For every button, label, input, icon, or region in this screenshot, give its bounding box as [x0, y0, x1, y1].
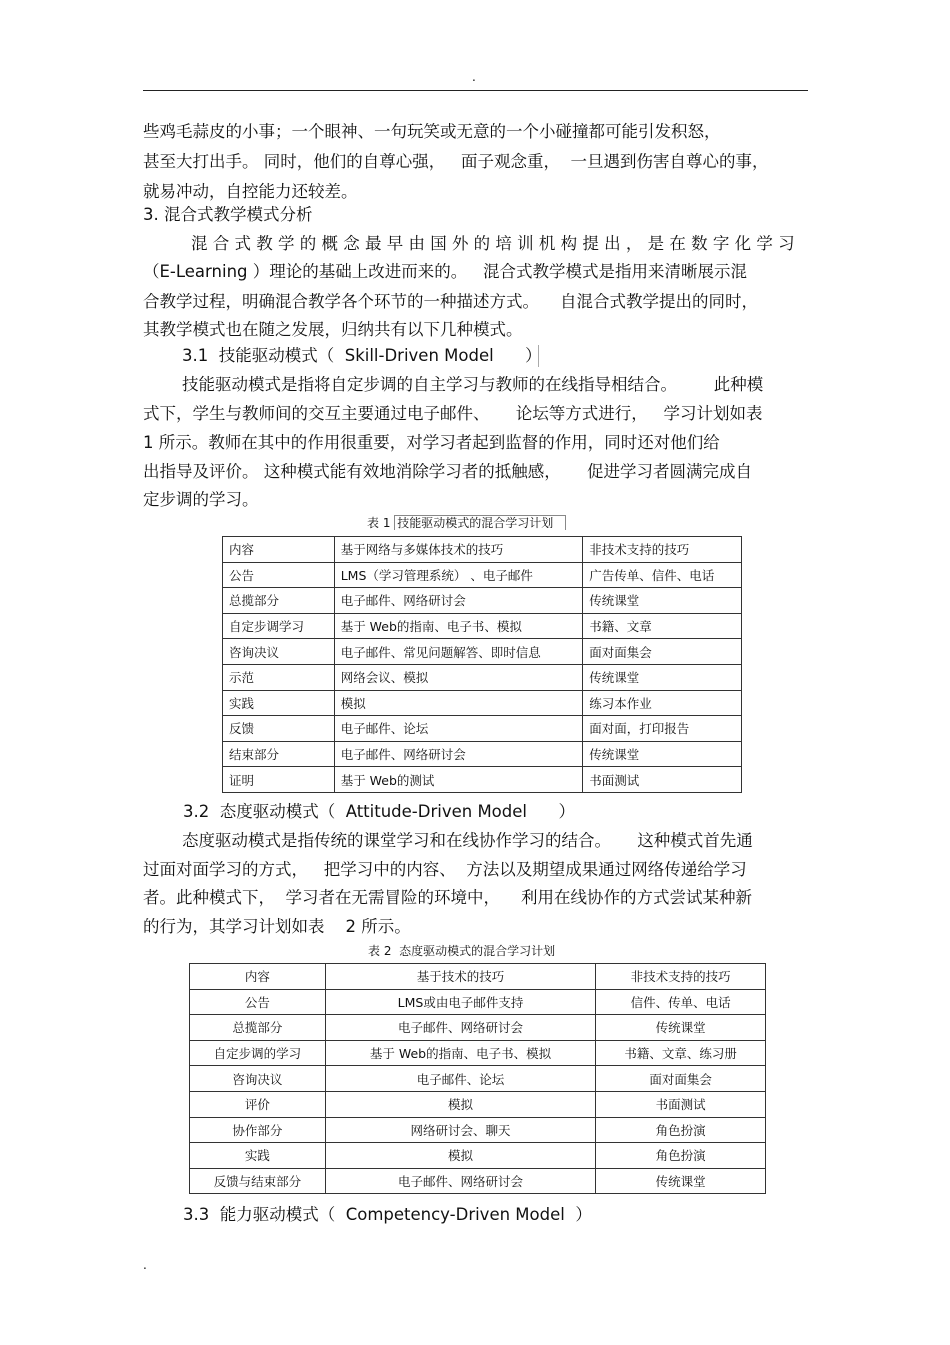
- table-row: [223, 716, 742, 742]
- table-cell: 网络会议、模拟: [334, 664, 583, 690]
- table-cell: 内容: [190, 964, 326, 990]
- table-cell: 实践: [190, 1143, 326, 1169]
- table-header-row: [223, 537, 742, 563]
- table-cell: 传统课堂: [596, 1015, 766, 1041]
- table-cell: 角色扮演: [596, 1143, 766, 1169]
- table-cell: 总揽部分: [190, 1015, 326, 1041]
- table-cell: 电子邮件、论坛: [334, 716, 583, 742]
- table-cell: 示范: [223, 664, 335, 690]
- paragraph-line: （E-Learning ）理论的基础上改进而来的。 混合式教学模式是指用来清晰展示混: [143, 262, 747, 281]
- table-cell: 面对面集会: [583, 639, 742, 665]
- table-row: [223, 741, 742, 767]
- paragraph-line: 态度驱动模式是指传统的课堂学习和在线协作学习的结合。 这种模式首先通: [182, 831, 753, 850]
- table-cell: 基于 Web的指南、电子书、模拟: [325, 1040, 596, 1066]
- table-row: [190, 1143, 766, 1169]
- header-dot: .: [472, 70, 476, 84]
- table-cell: 电子邮件、网络研讨会: [325, 1015, 596, 1041]
- paragraph-line: 定步调的学习。: [143, 490, 259, 509]
- table-cell: 结束部分: [223, 741, 335, 767]
- table-cell: 公告: [190, 989, 326, 1015]
- table2-caption: 表 2 态度驱动模式的混合学习计划: [368, 944, 556, 958]
- section-heading: 3. 混合式教学模式分析: [143, 205, 313, 224]
- table-cell: 模拟: [334, 690, 583, 716]
- table-cell: 电子邮件、网络研讨会: [334, 741, 583, 767]
- subsection-heading: 3.1 技能驱动模式（ Skill-Driven Model ）: [182, 346, 542, 365]
- table-header-row: [190, 964, 766, 990]
- table-row: [223, 664, 742, 690]
- table-cell: 反馈: [223, 716, 335, 742]
- paragraph-line: 出指导及评价。 这种模式能有效地消除学习者的抵触感， 促进学习者圆满完成自: [143, 462, 752, 481]
- table-cell: 自定步调的学习: [190, 1040, 326, 1066]
- paragraph-line: 甚至大打出手。 同时，他们的自尊心强， 面子观念重， 一旦遇到伤害自尊心的事，: [143, 152, 769, 171]
- subsection-heading: 3.3 能力驱动模式（ Competency-Driven Model ）: [183, 1205, 592, 1224]
- table-cell: 传统课堂: [583, 588, 742, 614]
- table-cell: 内容: [223, 537, 335, 563]
- table-cell: 协作部分: [190, 1117, 326, 1143]
- table-cell: 面对面集会: [596, 1066, 766, 1092]
- paragraph-line: 合教学过程，明确混合教学各个环节的一种描述方式。 自混合式教学提出的同时，: [143, 292, 758, 311]
- table-cell: 模拟: [325, 1091, 596, 1117]
- table-cell: 证明: [223, 767, 335, 793]
- table-row: [190, 1040, 766, 1066]
- table-cell: 评价: [190, 1091, 326, 1117]
- paragraph-line: 过面对面学习的方式， 把学习中的内容、 方法以及期望成果通过网络传递给学习: [143, 860, 747, 879]
- table-cell: 电子邮件、网络研讨会: [325, 1168, 596, 1194]
- paragraph-line: 就易冲动，自控能力还较差。: [143, 182, 358, 201]
- table-cell: 总揽部分: [223, 588, 335, 614]
- table1: [222, 536, 742, 793]
- table-cell: 信件、传单、电话: [596, 989, 766, 1015]
- paragraph-line: 式下，学生与教师间的交互主要通过电子邮件、 论坛等方式进行， 学习计划如表: [143, 404, 763, 423]
- table-cell: LMS或由电子邮件支持: [325, 989, 596, 1015]
- table-row: [223, 588, 742, 614]
- paragraph-line: 些鸡毛蒜皮的小事；一个眼神、一句玩笑或无意的一个小碰撞都可能引发积怒，: [143, 122, 721, 141]
- paragraph-line: 1 所示。教师在其中的作用很重要，对学习者起到监督的作用，同时还对他们给: [143, 433, 720, 452]
- table-cell: 基于网络与多媒体技术的技巧: [334, 537, 583, 563]
- table-cell: 模拟: [325, 1143, 596, 1169]
- table-cell: 公告: [223, 562, 335, 588]
- paragraph-line: 的行为，其学习计划如表 2 所示。: [143, 917, 411, 936]
- table-row: [223, 562, 742, 588]
- table-cell: 咨询决议: [190, 1066, 326, 1092]
- table1-caption: [367, 514, 566, 531]
- table-row: [190, 989, 766, 1015]
- header-rule: [143, 90, 808, 91]
- table-row: [190, 1117, 766, 1143]
- table-cell: 书籍、文章: [583, 613, 742, 639]
- table-cell: 基于技术的技巧: [325, 964, 596, 990]
- table-cell: 基于 Web的指南、电子书、模拟: [334, 613, 583, 639]
- paragraph-line: 者。此种模式下， 学习者在无需冒险的环境中， 利用在线协作的方式尝试某种新: [143, 888, 752, 907]
- table-cell: 自定步调学习: [223, 613, 335, 639]
- table-cell: 角色扮演: [596, 1117, 766, 1143]
- table-cell: 书籍、文章、练习册: [596, 1040, 766, 1066]
- table-cell: 非技术支持的技巧: [583, 537, 742, 563]
- table-row: [190, 1091, 766, 1117]
- table-cell: 网络研讨会、聊天: [325, 1117, 596, 1143]
- table2: [189, 963, 766, 1194]
- table-cell: 传统课堂: [596, 1168, 766, 1194]
- table1-caption-title: 技能驱动模式的混合学习计划: [394, 515, 566, 530]
- divider: [538, 345, 539, 367]
- table-row: [223, 767, 742, 793]
- paragraph-line: 混 合 式 教 学 的 概 念 最 早 由 国 外 的 培 训 机 构 提 出 ， 是 在 数 字 化 学 习: [191, 234, 795, 253]
- table-row: [190, 1066, 766, 1092]
- table-cell: 书面测试: [596, 1091, 766, 1117]
- table-cell: 非技术支持的技巧: [596, 964, 766, 990]
- paragraph-line: 技能驱动模式是指将自定步调的自主学习与教师的在线指导相结合。 此种模: [182, 375, 764, 394]
- footer-dot: .: [143, 1258, 147, 1272]
- table-cell: 电子邮件、论坛: [325, 1066, 596, 1092]
- table-cell: 基于 Web的测试: [334, 767, 583, 793]
- table-cell: 传统课堂: [583, 741, 742, 767]
- table-cell: 练习本作业: [583, 690, 742, 716]
- table-cell: 电子邮件、网络研讨会: [334, 588, 583, 614]
- table-cell: 电子邮件、常见问题解答、即时信息: [334, 639, 583, 665]
- table-row: [223, 639, 742, 665]
- table-row: [190, 1015, 766, 1041]
- table-cell: 咨询决议: [223, 639, 335, 665]
- table-cell: 书面测试: [583, 767, 742, 793]
- paragraph-line: 其教学模式也在随之发展，归纳共有以下几种模式。: [143, 320, 523, 339]
- table-cell: 传统课堂: [583, 664, 742, 690]
- table-row: [223, 613, 742, 639]
- table-cell: LMS（学习管理系统） 、电子邮件: [334, 562, 583, 588]
- table-cell: 广告传单、信件、电话: [583, 562, 742, 588]
- table-cell: 面对面，打印报告: [583, 716, 742, 742]
- table-row: [223, 690, 742, 716]
- table-row: [190, 1168, 766, 1194]
- subsection-heading: 3.2 态度驱动模式（ Attitude-Driven Model ）: [183, 802, 575, 821]
- table-cell: 实践: [223, 690, 335, 716]
- table1-caption-prefix: 表 1: [367, 516, 395, 530]
- table-cell: 反馈与结束部分: [190, 1168, 326, 1194]
